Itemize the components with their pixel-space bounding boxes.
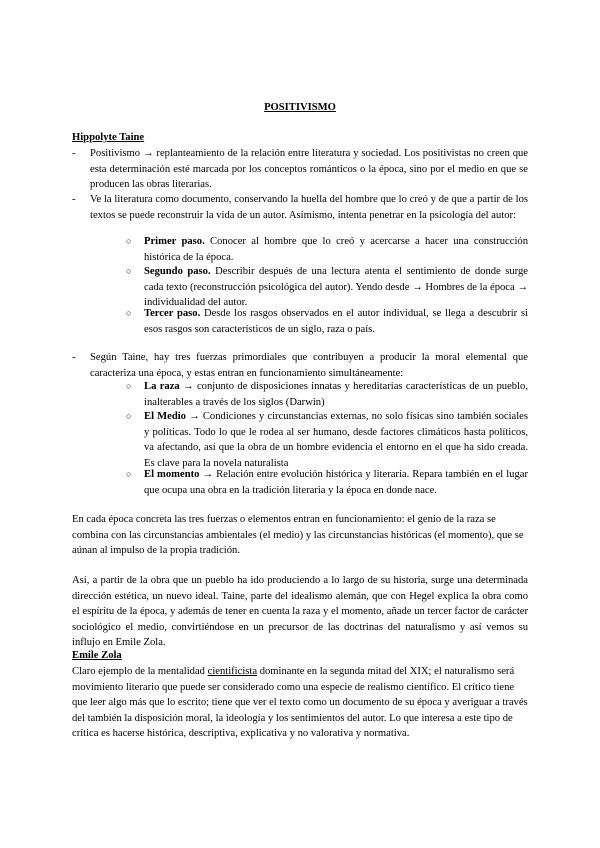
force-text: → conjunto de disposiciones innatas y hereditarias características de un pueblo, inalterables a través de los siglos (Darwin) [144,381,528,408]
page-title: POSITIVISMO [264,102,336,113]
document-page [72,0,528,848]
section-heading-zola: Emile Zola [72,650,122,661]
zola-text-start: Claro ejemplo de la mentalidad [72,666,208,677]
force-el-momento [144,467,528,498]
zola-text-rest: dominante en la segunda mitad del XIX; el naturalismo será movimiento literario que puede ser considerado como una especie de realismo científico. El crítico tiene que leer algo más que lo escrito; tiene que ver el texto como un documento de su época y averiguar a través del también la disposición moral, la ideología y los sentimientos del autor. Lo que interesa a este tipo de crítica es hacerse histórica, descriptiva, explicativa y no valorativa y normativa. [72,666,528,740]
force-text: → Condiciones y circunstancias externas, no solo físicas sino también sociales y políticas. Todo lo que le rodea al ser humano, desde factores climáticos hasta políticos, va afectando, así que la obra de un hombre evidencia el entorno en el que ha sido creada. Es clave para la novela naturalista [144,411,528,469]
step-label: Tercer paso. [144,308,201,319]
bullet-tres-fuerzas: - Según Taine, hay tres fuerzas primordiales que contribuyen a producir la moral elemental que caracteriza una época, y estas entran en funcionamiento simultáneamente: [90,350,528,381]
force-label: La raza [144,381,180,392]
step-segundo-paso [144,264,528,311]
section-heading-taine: Hippolyte Taine [72,132,145,143]
bullet-literatura-documento: - Ve la literatura como documento, conservando la huella del hombre que lo creó y de que a partir de los textos se puede reconstruir la vida de un autor. Asimismo, intenta penetrar en la psicología del autor: [90,192,528,223]
paragraph-cada-epoca: En cada época concreta las tres fuerzas o elementos entran en funcionamiento: el genio de la raza se combina con las circunstancias ambientales (el medio) y las circunstancias históricas (el momento), que se aúnan al impulso de la propia tradición. [72,514,524,557]
step-tercer-paso [144,306,528,337]
term-cientificista: cientificista [207,666,258,677]
force-label: El momento [144,469,200,480]
force-label: El Medio [144,411,186,422]
force-text: → Relación entre evolución histórica y literaria. Repara también en el lugar que ocupa una obra en la tradición literaria y la época en donde nace. [144,469,528,496]
bullet-positivismo: - Positivismo → replanteamiento de la relación entre literatura y sociedad. Los positivistas no creen que esta determinación esté marcada por los conceptos románticos o la época, sino por el medio en que se producen las obras literarias. [90,146,528,193]
step-text: Describir después de una lectura atenta el sentimiento de donde surge cada texto (reconstrucción psicológica del autor). Yendo desde → Hombres de la época → individualidad del autor. [144,266,528,309]
step-text: Conocer al hombre que lo creó y acercarse a hacer una construcción histórica de la época. [144,236,528,263]
force-la-raza [144,379,528,410]
paragraph-zola [72,664,528,742]
step-label: Segundo paso. [144,266,211,277]
step-label: Primer paso. [144,236,205,247]
paragraph-taine-hegel: Así, a partir de la obra que un pueblo ha ido produciendo a lo largo de su historia, surge una determinada dirección estética, un nuevo ideal. Taine, parte del idealismo alemán, que con Hegel explica la obra como el espíritu de la época, y además de tener en cuenta la raza y el momento, añade un tercer factor de carácter sociológico el medio, convirtiéndose en un precursor de las doctrinas del naturalismo y así vemos su influjo en Emile Zola. [72,575,528,649]
force-el-medio [144,409,528,471]
step-primer-paso [144,234,528,265]
step-text: Desde los rasgos observados en el autor individual, se llega a descubrir si esos rasgos son característicos de un siglo, raza o país. [144,308,528,335]
